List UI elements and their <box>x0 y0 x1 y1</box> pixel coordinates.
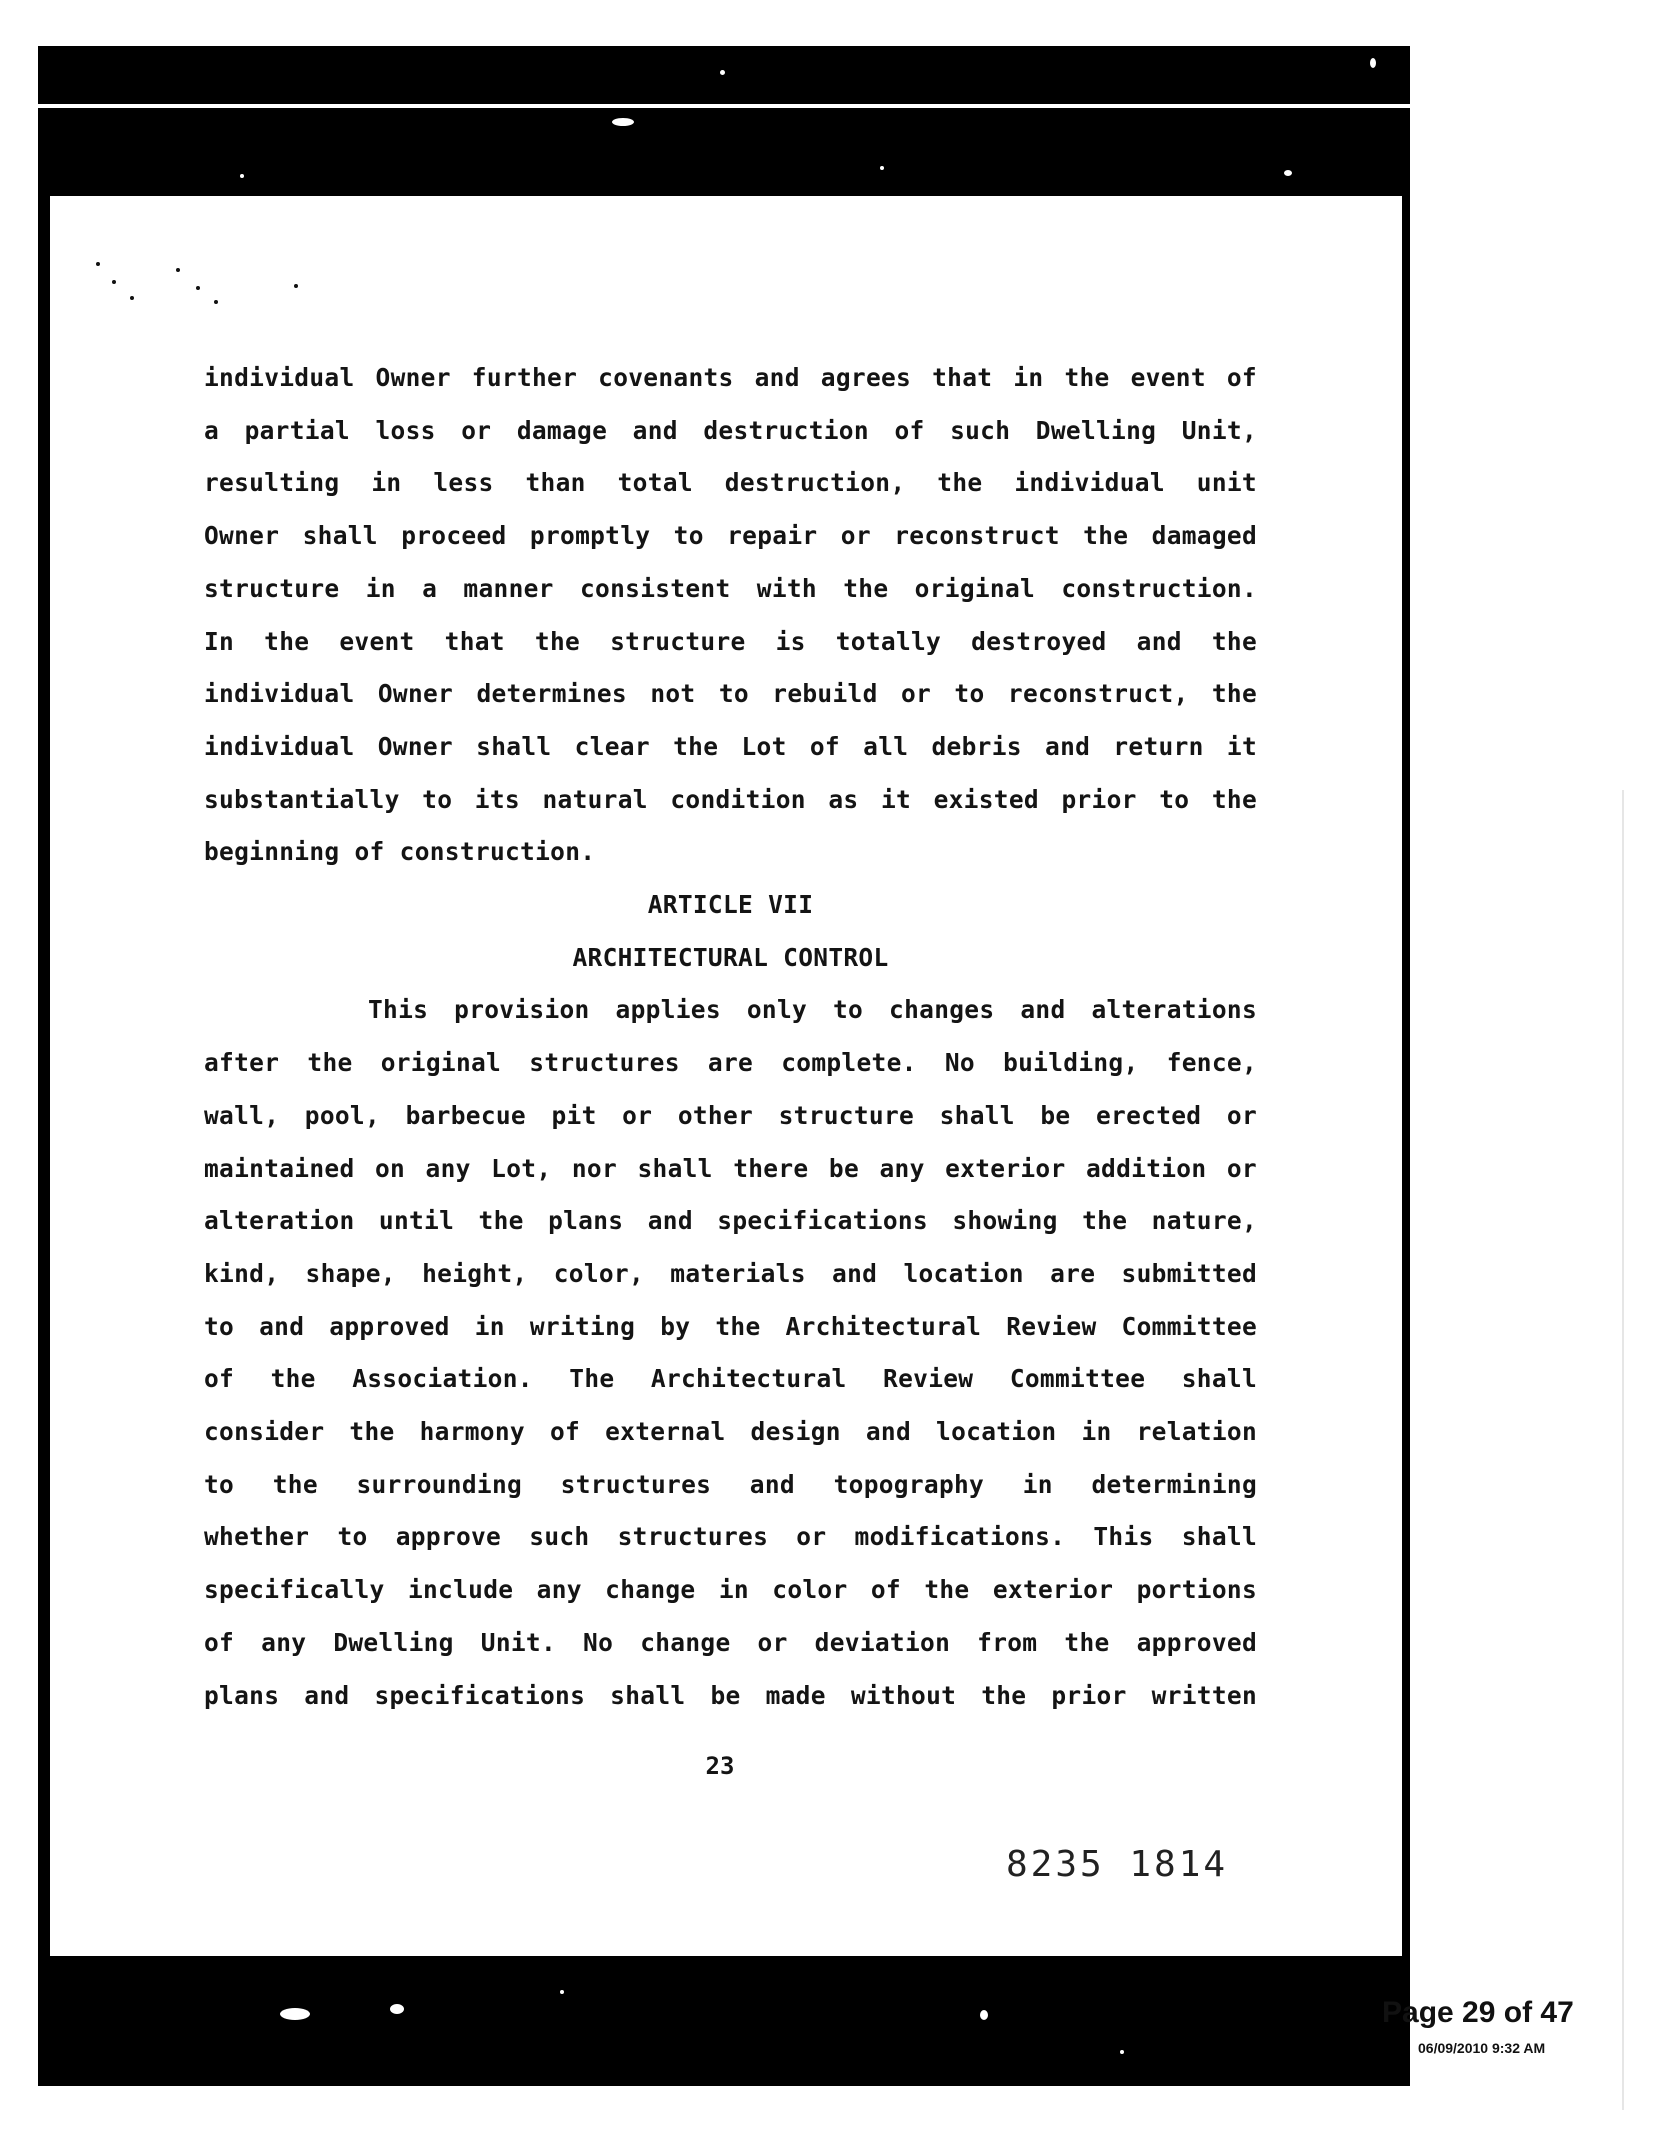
text-line: substantially to its natural condition as it existed prior to the <box>204 784 1257 814</box>
scan-speck <box>880 166 884 170</box>
scan-speck <box>720 70 725 75</box>
scan-speck <box>560 1990 564 1994</box>
scan-speck <box>1284 170 1292 176</box>
text-line: after the original structures are complete. No building, fence, <box>204 1048 1257 1078</box>
text-line: individual Owner shall clear the Lot of all debris and return it <box>204 731 1257 761</box>
scan-speck <box>214 300 218 304</box>
text-line: resulting in less than total destruction, the individual unit <box>204 468 1257 498</box>
scan-top-rule <box>38 104 1410 108</box>
text-line: individual Owner determines not to rebuild or to reconstruct, the <box>204 679 1257 709</box>
text-line: In the event that the structure is totally destroyed and the <box>204 626 1257 656</box>
text-line: kind, shape, height, color, materials and location are submitted <box>204 1258 1257 1288</box>
scan-speck <box>294 284 298 288</box>
text-line: a partial loss or damage and destruction of such Dwelling Unit, <box>204 415 1257 445</box>
text-line: This provision applies only to changes and alterations <box>368 995 1257 1025</box>
text-line: Owner shall proceed promptly to repair or reconstruct the damaged <box>204 521 1257 551</box>
margin-line <box>1622 790 1624 2110</box>
scan-speck <box>196 286 200 290</box>
page-number: 23 <box>705 1752 735 1780</box>
scan-speck <box>390 2004 404 2014</box>
text-line: maintained on any Lot, nor shall there be any exterior addition or <box>204 1153 1257 1183</box>
text-line: alteration until the plans and specifications showing the nature, <box>204 1206 1257 1236</box>
text-line: wall, pool, barbecue pit or other structure shall be erected or <box>204 1100 1257 1130</box>
scan-speck <box>176 268 180 272</box>
text-line: of the Association. The Architectural Review Committee shall <box>204 1364 1257 1394</box>
timestamp-stamp: 06/09/2010 9:32 AM <box>1418 2040 1546 2056</box>
article-heading: ARTICLE VII <box>647 890 814 920</box>
recording-number: 8235 1814 <box>1006 1844 1229 1885</box>
text-line: to the surrounding structures and topography in determining <box>204 1469 1257 1499</box>
scan-speck <box>240 174 244 178</box>
scan-speck <box>1120 2050 1124 2054</box>
scan-speck <box>130 296 134 300</box>
scan-speck <box>1370 58 1376 68</box>
text-line: plans and specifications shall be made without the prior written <box>204 1680 1257 1710</box>
scan-speck <box>96 262 100 266</box>
page-count-stamp: Page 29 of 47 <box>1382 1996 1574 2029</box>
text-line: whether to approve such structures or modifications. This shall <box>204 1522 1257 1552</box>
text-line: of any Dwelling Unit. No change or deviation from the approved <box>204 1627 1257 1657</box>
text-line: consider the harmony of external design and location in relation <box>204 1417 1257 1447</box>
text-line: individual Owner further covenants and agrees that in the event of <box>204 363 1257 392</box>
document-body <box>204 352 1257 1722</box>
text-line: specifically include any change in color of the exterior portions <box>204 1575 1257 1605</box>
scan-speck <box>980 2010 988 2020</box>
scan-speck <box>280 2008 310 2020</box>
scan-speck <box>112 280 116 284</box>
text-line: beginning of construction. <box>204 837 596 867</box>
article-title: ARCHITECTURAL CONTROL <box>572 942 889 972</box>
text-line: to and approved in writing by the Architectural Review Committee <box>204 1311 1257 1341</box>
text-line: structure in a manner consistent with the original construction. <box>204 573 1257 603</box>
scan-speck <box>612 118 634 126</box>
